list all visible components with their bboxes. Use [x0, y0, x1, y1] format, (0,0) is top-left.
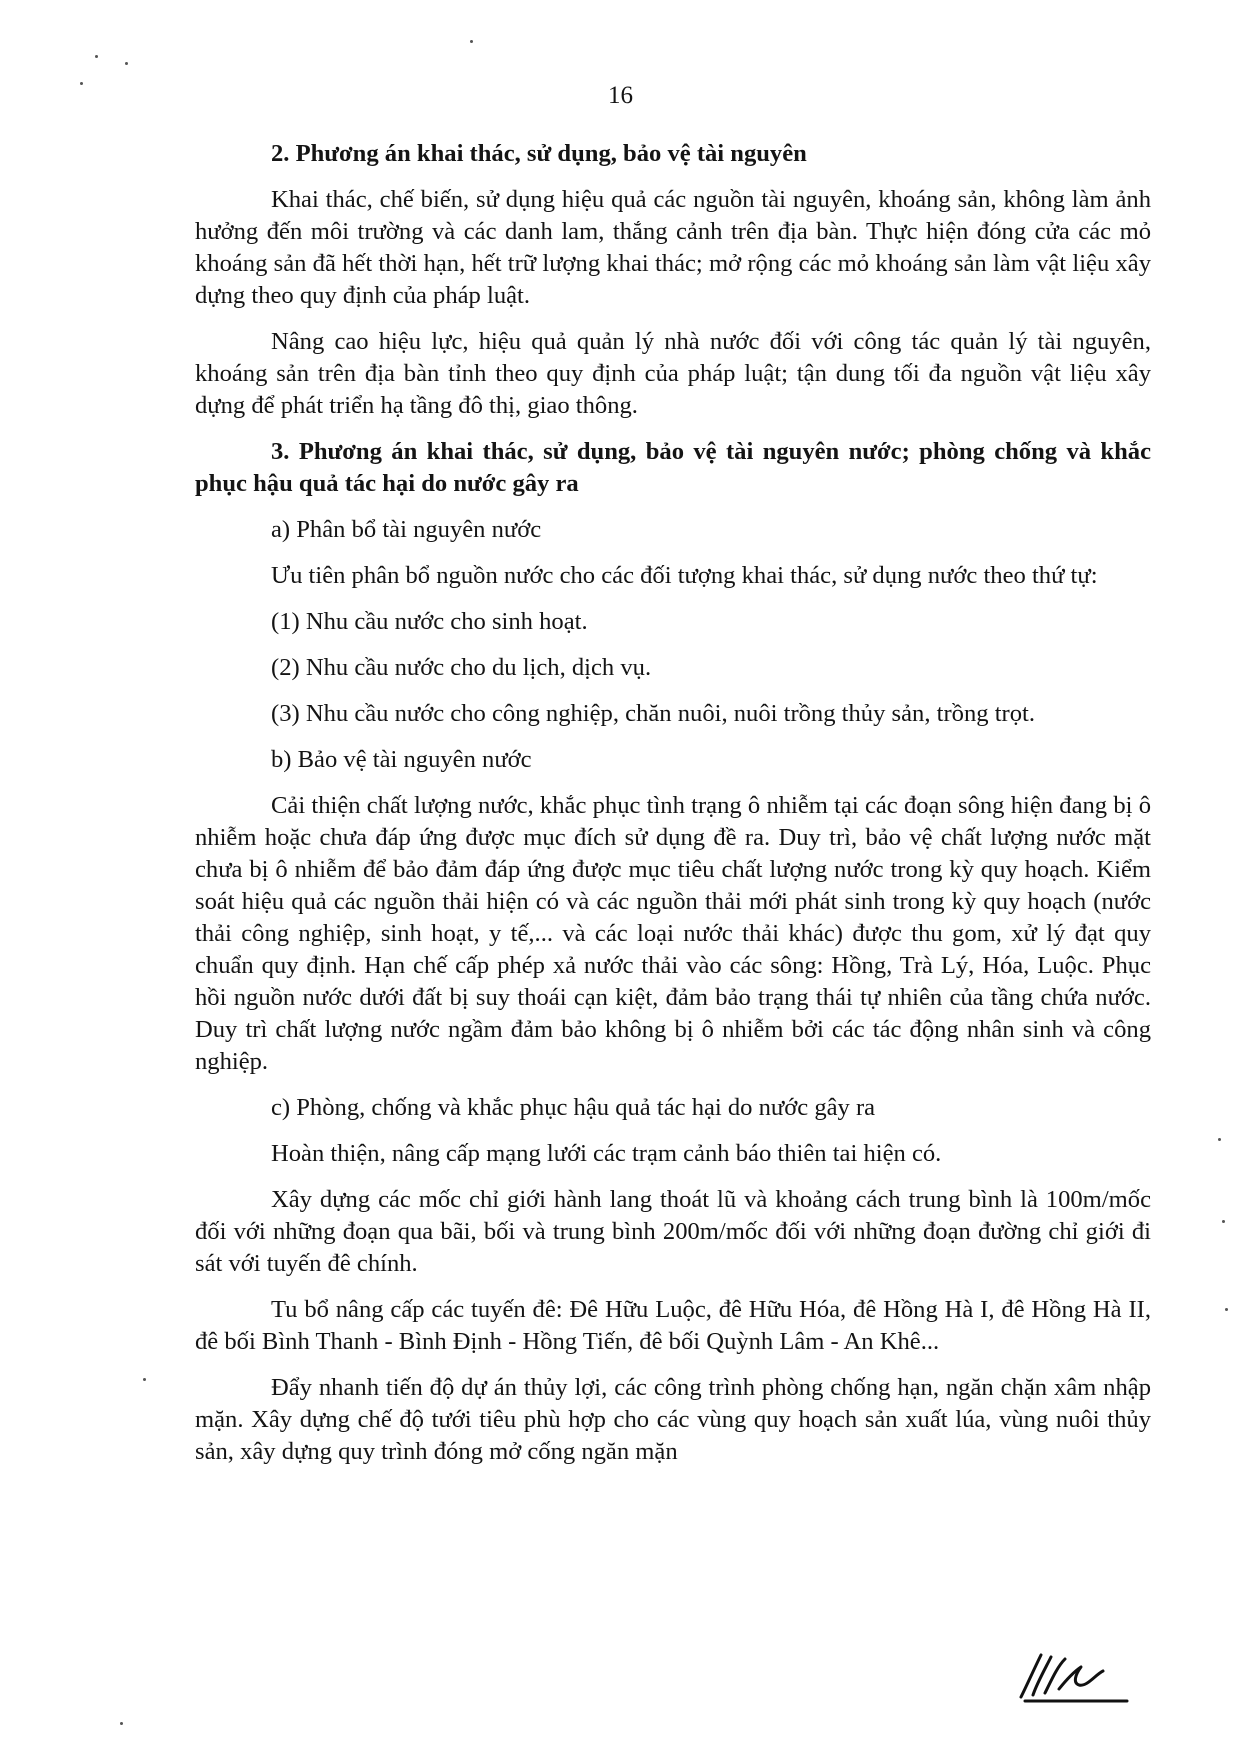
- paragraph: Xây dựng các mốc chỉ giới hành lang thoát lũ và khoảng cách trung bình là 100m/mốc đối với những đoạn qua bãi, bối và trung bình 200m/mốc đối với những đoạn đường chỉ giới đi sát với tuyến đê chính.: [195, 1186, 1151, 1277]
- paragraph: Hoàn thiện, nâng cấp mạng lưới các trạm cảnh báo thiên tai hiện có.: [271, 1140, 942, 1167]
- signature-initials: [1015, 1645, 1135, 1705]
- paragraph: Đẩy nhanh tiến độ dự án thủy lợi, các công trình phòng chống hạn, ngăn chặn xâm nhập mặn. Xây dựng chế độ tưới tiêu phù hợp cho các vùng quy hoạch sản xuất lúa, vùng nuôi thủy sản, xây dựng quy trình đóng mở cống ngăn mặn: [195, 1374, 1151, 1465]
- paragraph: Khai thác, chế biến, sử dụng hiệu quả các nguồn tài nguyên, khoáng sản, không làm ảnh hưởng đến môi trường và các danh lam, thắng cảnh trên địa bàn. Thực hiện đóng cửa các mỏ khoáng sản đã hết thời hạn, hết trữ lượng khai thác; mở rộng các mỏ khoáng sản làm vật liệu xây dựng theo quy định của pháp luật.: [195, 186, 1151, 309]
- scan-speck: [143, 1378, 146, 1381]
- section-heading-2: 2. Phương án khai thác, sử dụng, bảo vệ tài nguyên: [271, 140, 807, 167]
- list-item: (3) Nhu cầu nước cho công nghiệp, chăn nuôi, nuôi trồng thủy sản, trồng trọt.: [271, 700, 1035, 727]
- list-item: (1) Nhu cầu nước cho sinh hoạt.: [271, 608, 588, 635]
- page-number: 16: [608, 82, 633, 109]
- list-item: (2) Nhu cầu nước cho du lịch, dịch vụ.: [271, 654, 652, 681]
- subsection-c: c) Phòng, chống và khắc phục hậu quả tác hại do nước gây ra: [271, 1094, 876, 1121]
- scan-speck: [1218, 1138, 1221, 1141]
- scan-speck: [125, 62, 128, 65]
- scan-speck: [1222, 1220, 1225, 1223]
- scan-speck: [1225, 1308, 1228, 1311]
- document-body: [195, 138, 1151, 1480]
- paragraph: Tu bổ nâng cấp các tuyến đê: Đê Hữu Luộc, đê Hữu Hóa, đê Hồng Hà I, đê Hồng Hà II, đê bối Bình Thanh - Bình Định - Hồng Tiến, đê bối Quỳnh Lâm - An Khê...: [195, 1296, 1151, 1355]
- paragraph: Nâng cao hiệu lực, hiệu quả quản lý nhà nước đối với công tác quản lý tài nguyên, khoáng sản trên địa bàn tỉnh theo quy định của pháp luật; tận dung tối đa nguồn vật liệu xây dựng để phát triển hạ tầng đô thị, giao thông.: [195, 328, 1151, 419]
- section-heading-3: 3. Phương án khai thác, sử dụng, bảo vệ tài nguyên nước; phòng chống và khắc phục hậu quả tác hại do nước gây ra: [195, 438, 1151, 497]
- scan-speck: [470, 40, 473, 43]
- scan-speck: [120, 1722, 123, 1725]
- subsection-a: a) Phân bổ tài nguyên nước: [271, 516, 542, 543]
- subsection-b: b) Bảo vệ tài nguyên nước: [271, 746, 532, 773]
- scan-speck: [95, 55, 98, 58]
- scan-speck: [80, 82, 83, 85]
- paragraph: Cải thiện chất lượng nước, khắc phục tình trạng ô nhiễm tại các đoạn sông hiện đang bị ô nhiễm hoặc chưa đáp ứng được mục đích sử dụng đề ra. Duy trì, bảo vệ chất lượng nước mặt chưa bị ô nhiễm để bảo đảm đáp ứng được mục tiêu chất lượng nước trong kỳ quy hoạch. Kiểm soát hiệu quả các nguồn thải hiện có và các nguồn thải mới phát sinh trong kỳ quy hoạch (nước thải công nghiệp, sinh hoạt, y tế,... và các loại nước thải khác) được thu gom, xử lý đạt quy chuẩn quy định. Hạn chế cấp phép xả nước thải vào các sông: Hồng, Trà Lý, Hóa, Luộc. Phục hồi nguồn nước dưới đất bị suy thoái cạn kiệt, đảm bảo trạng thái tự nhiên của tầng chứa nước. Duy trì chất lượng nước ngầm đảm bảo không bị ô nhiễm bởi các tác động nhân sinh và công nghiệp.: [195, 792, 1151, 1075]
- paragraph: Ưu tiên phân bổ nguồn nước cho các đối tượng khai thác, sử dụng nước theo thứ tự:: [271, 562, 1098, 589]
